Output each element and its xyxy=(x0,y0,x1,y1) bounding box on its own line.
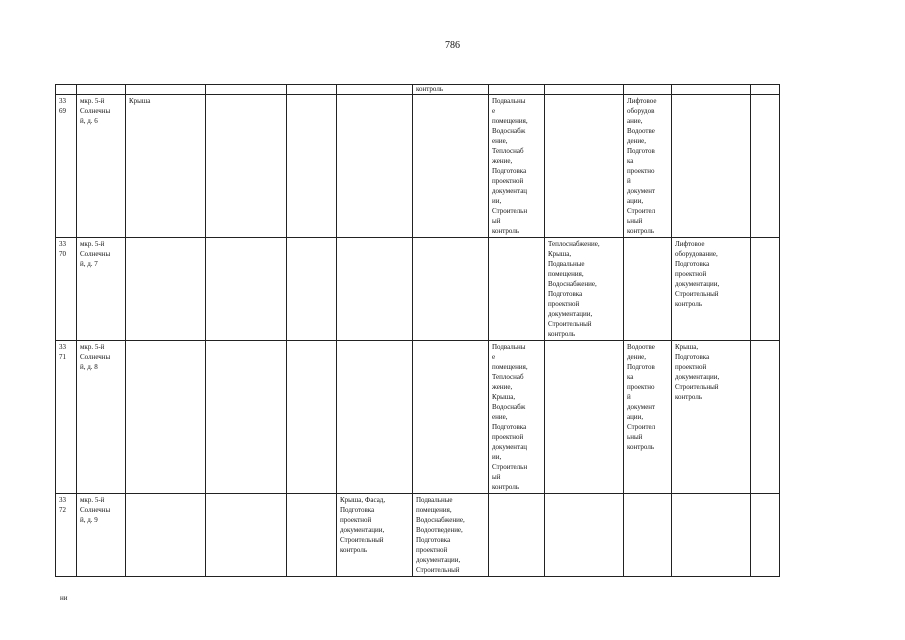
address-cell: мкр. 5-й Солнечны й, д. 9 xyxy=(77,494,126,577)
address-cell: мкр. 5-й Солнечны й, д. 8 xyxy=(77,341,126,494)
table-cell xyxy=(206,85,287,95)
table-cell xyxy=(413,95,489,238)
table-cell: Крыша xyxy=(126,95,206,238)
works-schedule-table xyxy=(55,84,780,577)
table-cell xyxy=(413,238,489,341)
table-cell xyxy=(287,238,337,341)
table-cell: контроль xyxy=(413,85,489,95)
table-cell xyxy=(206,95,287,238)
table-cell xyxy=(624,85,672,95)
address-cell: мкр. 5-й Солнечны й, д. 7 xyxy=(77,238,126,341)
footer-mark: ни xyxy=(60,594,68,602)
table-cell xyxy=(337,238,413,341)
table-cell xyxy=(287,341,337,494)
table-cell xyxy=(489,494,545,577)
table-cell xyxy=(489,85,545,95)
table-cell xyxy=(751,95,780,238)
table-cell: Подвальные помещения, Водоснабжение, Водоотведение, Подготовка проектной документации, Строительный xyxy=(413,494,489,577)
table-cell xyxy=(287,95,337,238)
table-cell xyxy=(206,494,287,577)
table-cell: Подвальны е помещения, Водоснабж ение, Теплоснаб жение, Подготовка проектной документац ии, Строительн ый контроль xyxy=(489,95,545,238)
table-cell: Крыша, Подготовка проектной документации, Строительный контроль xyxy=(672,341,751,494)
table-cell xyxy=(751,494,780,577)
table-cell xyxy=(337,341,413,494)
table-cell xyxy=(751,341,780,494)
table-cell xyxy=(545,85,624,95)
table-cell xyxy=(206,238,287,341)
row-number-cell: 33 69 xyxy=(56,95,77,238)
table-cell xyxy=(126,85,206,95)
address-cell: мкр. 5-й Солнечны й, д. 6 xyxy=(77,95,126,238)
table-cell xyxy=(545,341,624,494)
table-row xyxy=(56,85,780,95)
table-row xyxy=(56,494,780,577)
table-cell: Крыша, Фасад, Подготовка проектной документации, Строительный контроль xyxy=(337,494,413,577)
table-row xyxy=(56,95,780,238)
table-cell xyxy=(672,494,751,577)
table-cell xyxy=(413,341,489,494)
page-number: 786 xyxy=(445,40,460,51)
table-cell xyxy=(545,494,624,577)
table-cell xyxy=(751,85,780,95)
table-cell xyxy=(126,494,206,577)
table-cell: Лифтовое оборудов ание, Водоотве дение, Подготов ка проектно й документ ации, Строител ьный контроль xyxy=(624,95,672,238)
table-cell: Лифтовое оборудование, Подготовка проектной документации, Строительный контроль xyxy=(672,238,751,341)
table-cell xyxy=(337,85,413,95)
table-cell xyxy=(287,85,337,95)
table-cell xyxy=(672,85,751,95)
table-cell xyxy=(126,341,206,494)
table-cell xyxy=(337,95,413,238)
row-number-cell: 33 72 xyxy=(56,494,77,577)
table-cell xyxy=(751,238,780,341)
table-cell xyxy=(56,85,77,95)
table-row xyxy=(56,238,780,341)
table-cell xyxy=(287,494,337,577)
row-number-cell: 33 71 xyxy=(56,341,77,494)
table-row xyxy=(56,341,780,494)
table-cell xyxy=(624,238,672,341)
table-cell: Водоотве дение, Подготов ка проектно й документ ации, Строител ьный контроль xyxy=(624,341,672,494)
row-number-cell: 33 70 xyxy=(56,238,77,341)
table-cell xyxy=(206,341,287,494)
table-cell xyxy=(77,85,126,95)
table-cell: Теплоснабжение, Крыша, Подвальные помещения, Водоснабжение, Подготовка проектной документации, Строительный контроль xyxy=(545,238,624,341)
table-cell xyxy=(672,95,751,238)
table-cell xyxy=(545,95,624,238)
table-cell xyxy=(126,238,206,341)
table-cell xyxy=(624,494,672,577)
table-cell xyxy=(489,238,545,341)
table-cell: Подвальны е помещения, Теплоснаб жение, Крыша, Водоснабж ение, Подготовка проектной документац ии, Строительн ый контроль xyxy=(489,341,545,494)
